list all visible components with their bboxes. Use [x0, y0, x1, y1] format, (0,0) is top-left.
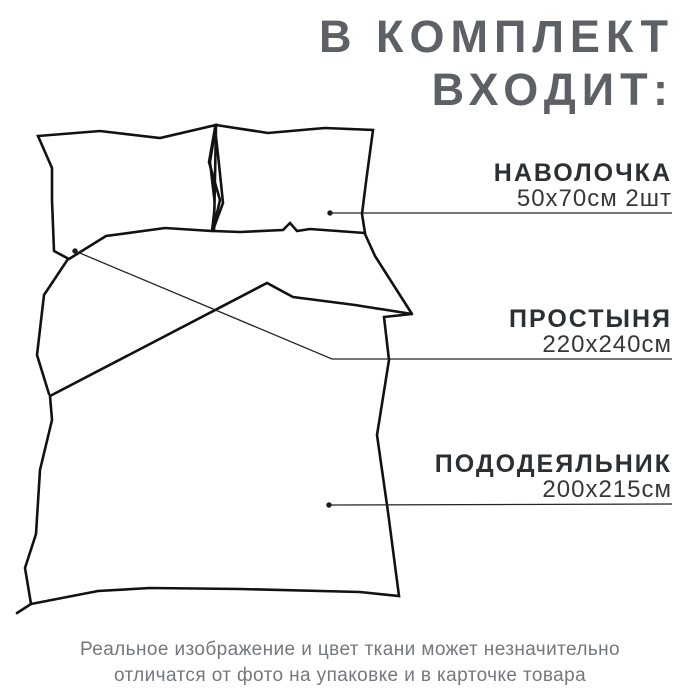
disclaimer-text [0, 637, 700, 689]
sheet-left-edge [37, 259, 68, 394]
duvet-outline [25, 283, 412, 604]
page-title [319, 10, 674, 116]
right-pillow [214, 125, 373, 233]
duvet-size: 200х215см [542, 476, 672, 503]
pillowcase-name: НАВОЛОЧКА [493, 159, 672, 187]
disclaimer-line1: Реальное изображение и цвет ткани может незначительно [80, 639, 620, 660]
sheet-bottom-tail [17, 604, 31, 613]
duvet-drawing [25, 234, 412, 604]
sheet-size: 220х240см [542, 331, 672, 358]
callout-sheet [509, 307, 672, 356]
pillowcase-size: 50х70см 2шт [516, 185, 672, 212]
left-pillow [38, 125, 216, 259]
callout-pillowcase [494, 161, 672, 210]
sheet-name: ПРОСТЫНЯ [509, 305, 672, 333]
disclaimer-line2: отличатся от фото на упаковке и в карточке товара [113, 665, 587, 686]
duvet-name: ПОДОДЕЯЛЬНИК [434, 450, 672, 478]
duvet-corner-fold [365, 234, 412, 314]
pillows-drawing [38, 125, 373, 259]
callout-duvet [435, 452, 672, 501]
page-title-line1: В КОМПЛЕКТ [319, 11, 674, 62]
page-title-line2: ВХОДИТ: [431, 64, 674, 115]
